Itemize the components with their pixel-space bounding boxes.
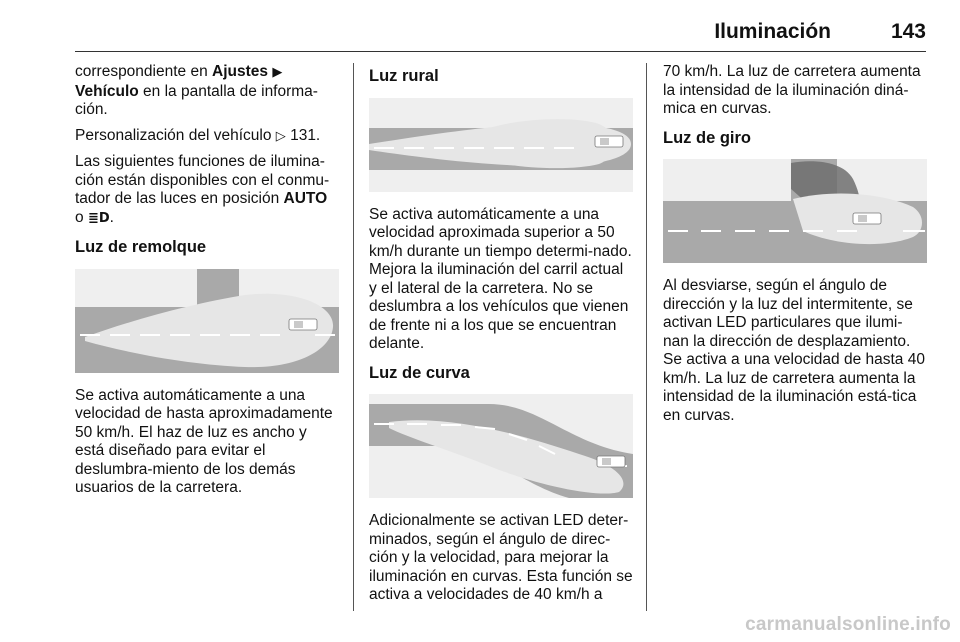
- paragraph: correspondiente en Ajustes ▶ Vehículo en la pantalla de informa-ción.: [75, 63, 318, 118]
- paragraph: Se activa automáticamente a una velocidad aproximada superior a 50 km/h durante un tiempo determi-nado. Mejora la iluminación del carril actual y el lateral de la carretera. No se deslumbra a los vehículos que vienen de frente ni a los que se encuentran delante.: [369, 205, 632, 352]
- column-divider: [646, 63, 647, 611]
- car-icon: [853, 213, 881, 224]
- turn-light-illustration: [663, 159, 927, 263]
- page-number: 143: [890, 20, 926, 43]
- page-header: [75, 8, 926, 48]
- arrow-right-icon: ▶: [272, 65, 283, 80]
- rural-light-illustration: [369, 98, 633, 192]
- paragraph: Adicionalmente se activan LED deter-minados, según el ángulo de direc-ción y la velocidad, para mejorar la iluminación en curvas. Esta función se activa a velocidades de 40 km/h a: [369, 512, 633, 603]
- paragraph: Personalización del vehículo ▷ 131.: [75, 126, 321, 144]
- column-1: [75, 63, 340, 505]
- heading-rural-light: Luz rural: [369, 67, 439, 85]
- column-divider: [353, 63, 354, 611]
- paragraph: 70 km/h. La luz de carretera aumenta la intensidad de la iluminación diná-mica en curvas.: [663, 63, 921, 117]
- page-reference[interactable]: 131.: [285, 126, 321, 144]
- switch-position-auto: AUTO: [283, 190, 328, 207]
- low-beam-icon: ≣D: [87, 210, 110, 226]
- header-rule: [75, 51, 926, 52]
- car-icon: [597, 456, 625, 467]
- menu-path-ajustes: Ajustes: [212, 63, 269, 80]
- heading-curve-light: Luz de curva: [369, 363, 470, 382]
- menu-path-vehiculo: Vehículo: [75, 82, 139, 100]
- page-reference-icon: ▷: [275, 128, 286, 144]
- heading-turn-light: Luz de giro: [663, 128, 751, 147]
- car-icon: [595, 136, 623, 147]
- paragraph: Al desviarse, según el ángulo de dirección y la luz del intermitente, se activan LED particulares que ilumi-nan la dirección de desplazamiento. Se activa a una velocidad de hasta 40 km/h. La luz de carretera aumenta la intensidad de la iluminación está-tica en curvas.: [663, 277, 925, 424]
- column-2: [369, 63, 633, 612]
- curve-light-illustration: [369, 394, 633, 498]
- car-icon: [289, 319, 317, 330]
- heading-trailer-light: Luz de remolque: [75, 238, 207, 256]
- trailer-light-illustration: [75, 269, 339, 373]
- paragraph: Se activa automáticamente a una velocidad de hasta aproximadamente 50 km/h. El haz de luz es ancho y está diseñado para evitar el deslumbra-miento de los demás usuarios de la carretera.: [75, 386, 333, 496]
- section-title: Iluminación: [714, 20, 831, 43]
- column-3: [663, 63, 927, 432]
- watermark: carmanualsonline.info: [745, 614, 951, 635]
- paragraph: Las siguientes funciones de ilumina-ción están disponibles con el conmu-tador de las luces en posición AUTO o ≣D.: [75, 153, 330, 226]
